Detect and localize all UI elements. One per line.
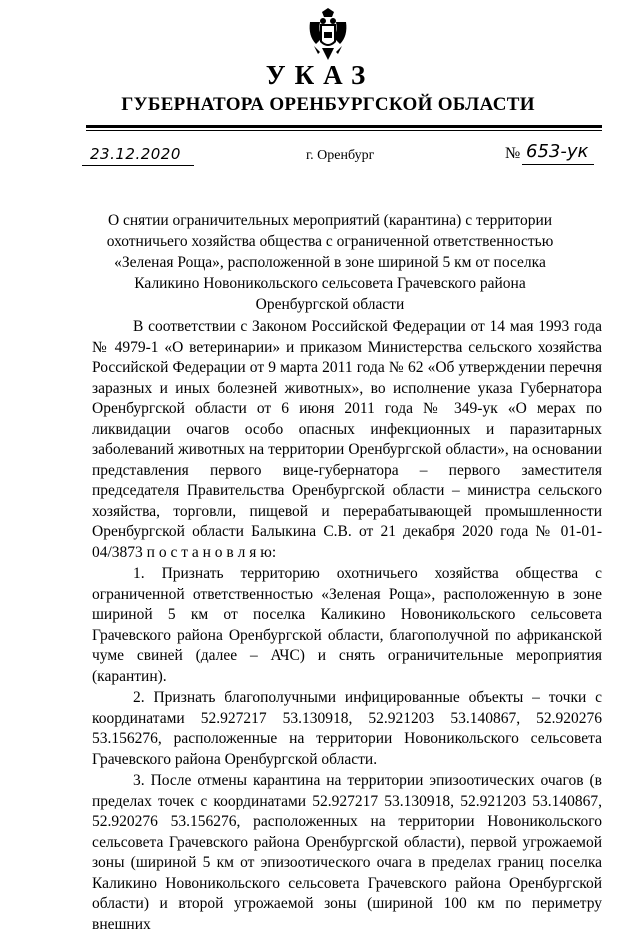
document-subtitle: ГУБЕРНАТОРА ОРЕНБУРГСКОЙ ОБЛАСТИ — [121, 94, 535, 115]
coat-of-arms-icon — [306, 8, 350, 64]
clause-1-paragraph: 1. Признать территорию охотничьего хозяйства общества с ограниченной ответственностью «Зеленая Роща», расположенную в зоне шириной 5 км от поселка Каликино Новоникольского сельсовета Грачевского района Оренбургской области, благополучной по африканской чуме свиней (далее – АЧС) и снять ограничительные мероприятия (карантин). — [92, 565, 602, 685]
document-heading: О снятии ограничительных мероприятий (карантина) с территории охотничьего хозяйства общества с ограниченной ответственностью «Зеленая Роща», расположенной в зоне шириной 5 км от поселка Каликино Новоникольского сельсовета Грачевского района Оренбургской области — [106, 212, 554, 313]
document-body — [92, 317, 602, 936]
document-date: 23.12.2020 — [90, 145, 181, 163]
document-city: г. Оренбург — [306, 148, 375, 163]
preamble-paragraph: В соответствии с Законом Российской Федерации от 14 мая 1993 года № 4979-1 «О ветеринарии» и приказом Министерства сельского хозяйства Российской Федерации от 9 марта 2011 года № 62 «Об утверждении перечня заразных и иных болезней животных», во исполнение указа Губернатора Оренбургской области от 6 июня 2011 года № 349-ук «О мерах по ликвидации очагов особо опасных инфекционных и паразитарных заболеваний животных на территории Оренбургской области», на основании представления первого вице-губернатора – первого заместителя председателя Правительства Оренбургской области – министра сельского хозяйства, торговли, пищевой и перерабатывающей промышленности Оренбургской области Балыкина С.В. от 21 декабря 2020 года № 01-01-04/3873 п о с т а н о в л я ю: — [92, 318, 602, 561]
number-sign: № — [505, 145, 521, 162]
document-number: 653-ук — [526, 141, 589, 162]
date-underline — [82, 165, 194, 166]
clause-3-paragraph: 3. После отмены карантина на территории эпизоотических очагов (в пределах точек с координатами 52.927217 53.130918, 52.921203 53.140867, 52.920276 53.156276, расположенных на территории Новоникольского сельсовета Грачевского района Оренбургской области), первой угрожаемой зоны (шириной 5 км от эпизоотического очага в пределах границ поселка Каликино Новоникольского сельсовета Грачевского района Оренбургской области) и второй угрожаемой зоны (шириной 100 км по периметру внешних — [92, 772, 602, 933]
header-divider-thin — [86, 130, 602, 131]
document-title: УКАЗ — [265, 60, 375, 90]
number-underline — [522, 164, 594, 165]
clause-2-paragraph: 2. Признать благополучными инфицированные объекты – точки с координатами 52.927217 53.130918, 52.921203 53.140867, 52.920276 53.156276, расположенные на территории Новоникольского сельсовета Грачевского района Оренбургской области. — [92, 689, 602, 768]
header-divider-thick — [86, 125, 602, 128]
